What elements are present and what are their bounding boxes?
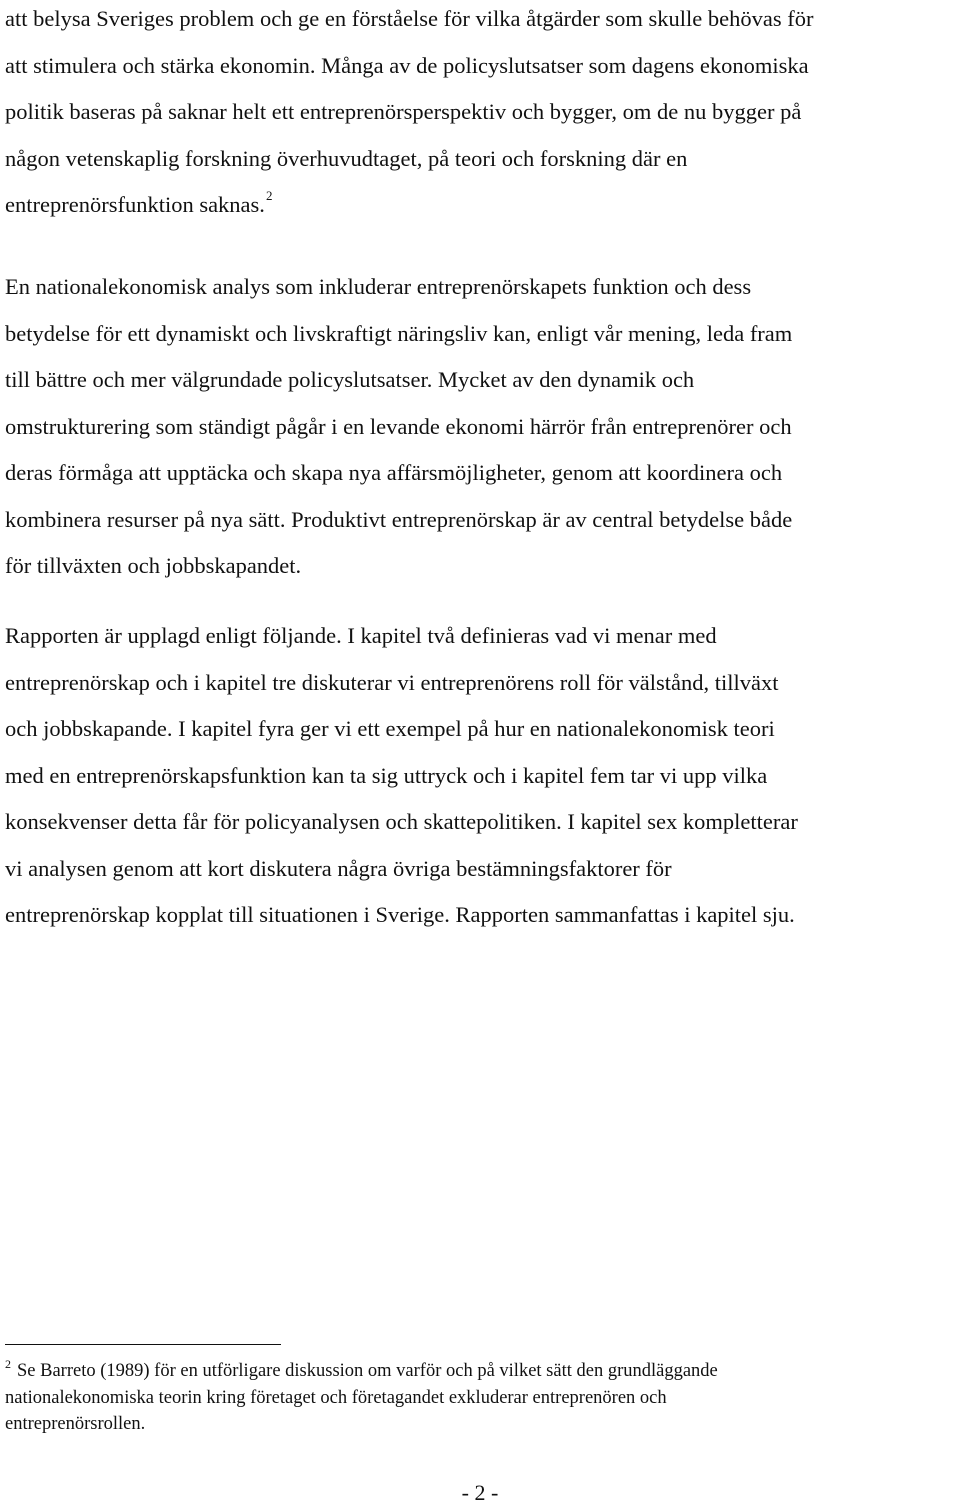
footnote-line	[5, 1358, 718, 1385]
paragraph-2	[5, 264, 792, 590]
footnote	[5, 1358, 718, 1437]
paragraph-3	[5, 613, 798, 939]
paragraph-1	[5, 0, 814, 232]
paragraph-line: En nationalekonomisk analys som inkluderar entreprenörskapets funktion och dess	[5, 274, 752, 299]
paragraph-line: konsekvenser detta får för policyanalysen och skattepolitiken. I kapitel sex kompletterar	[5, 809, 798, 834]
paragraph-line: att stimulera och stärka ekonomin. Många av de policyslutsatser som dagens ekonomiska	[5, 52, 809, 78]
paragraph-line: kombinera resurser på nya sätt. Produktivt entreprenörskap är av central betydelse både	[5, 506, 793, 532]
paragraph-line: och jobbskapande. I kapitel fyra ger vi ett exempel på hur en nationalekonomisk teori	[5, 716, 775, 741]
page-number: - 2 -	[461, 1480, 499, 1505]
paragraph-line: deras förmåga att upptäcka och skapa nya affärsmöjligheter, genom att koordinera och	[5, 460, 783, 485]
footnote-line: entreprenörsrollen.	[5, 1414, 146, 1434]
paragraph-line: entreprenörskap kopplat till situationen i Sverige. Rapporten sammanfattas i kapitel sju.	[5, 902, 795, 927]
footnote-line-text: Se Barreto (1989) för en utförligare diskussion om varför och på vilket sätt den grundläggande	[17, 1361, 718, 1381]
paragraph-line: att belysa Sveriges problem och ge en förståelse för vilka åtgärder som skulle behövas för	[5, 6, 814, 31]
paragraph-line: betydelse för ett dynamiskt och livskraftigt näringsliv kan, enligt vår mening, leda fram	[5, 320, 793, 346]
paragraph-line-text: entreprenörsfunktion saknas.	[5, 192, 265, 217]
footnote-line: nationalekonomiska teorin kring företaget och företagandet exkluderar entreprenören och	[5, 1388, 667, 1408]
paragraph-line: politik baseras på saknar helt ett entreprenörsperspektiv och bygger, om de nu bygger på	[5, 99, 802, 124]
paragraph-line: entreprenörskap och i kapitel tre diskuterar vi entreprenörens roll för välstånd, tillväxt	[5, 669, 779, 695]
footnote-reference[interactable]: 2	[265, 188, 273, 203]
paragraph-line-last	[5, 182, 814, 232]
footnote-mark: 2	[5, 1357, 11, 1371]
paragraph-line: Rapporten är upplagd enligt följande. I kapitel två definieras vad vi menar med	[5, 623, 717, 648]
footnote-separator	[5, 1344, 281, 1345]
paragraph-line: någon vetenskaplig forskning överhuvudtaget, på teori och forskning där en	[5, 145, 688, 171]
paragraph-line: omstrukturering som ständigt pågår i en levande ekonomi härrör från entreprenörer och	[5, 413, 792, 439]
paragraph-line: till bättre och mer välgrundade policyslutsatser. Mycket av den dynamik och	[5, 367, 695, 392]
paragraph-line: med en entreprenörskapsfunktion kan ta sig uttryck och i kapitel fem tar vi upp vilka	[5, 762, 768, 788]
paragraph-line: vi analysen genom att kort diskutera några övriga bestämningsfaktorer för	[5, 855, 672, 881]
paragraph-line: för tillväxten och jobbskapandet.	[5, 553, 302, 578]
